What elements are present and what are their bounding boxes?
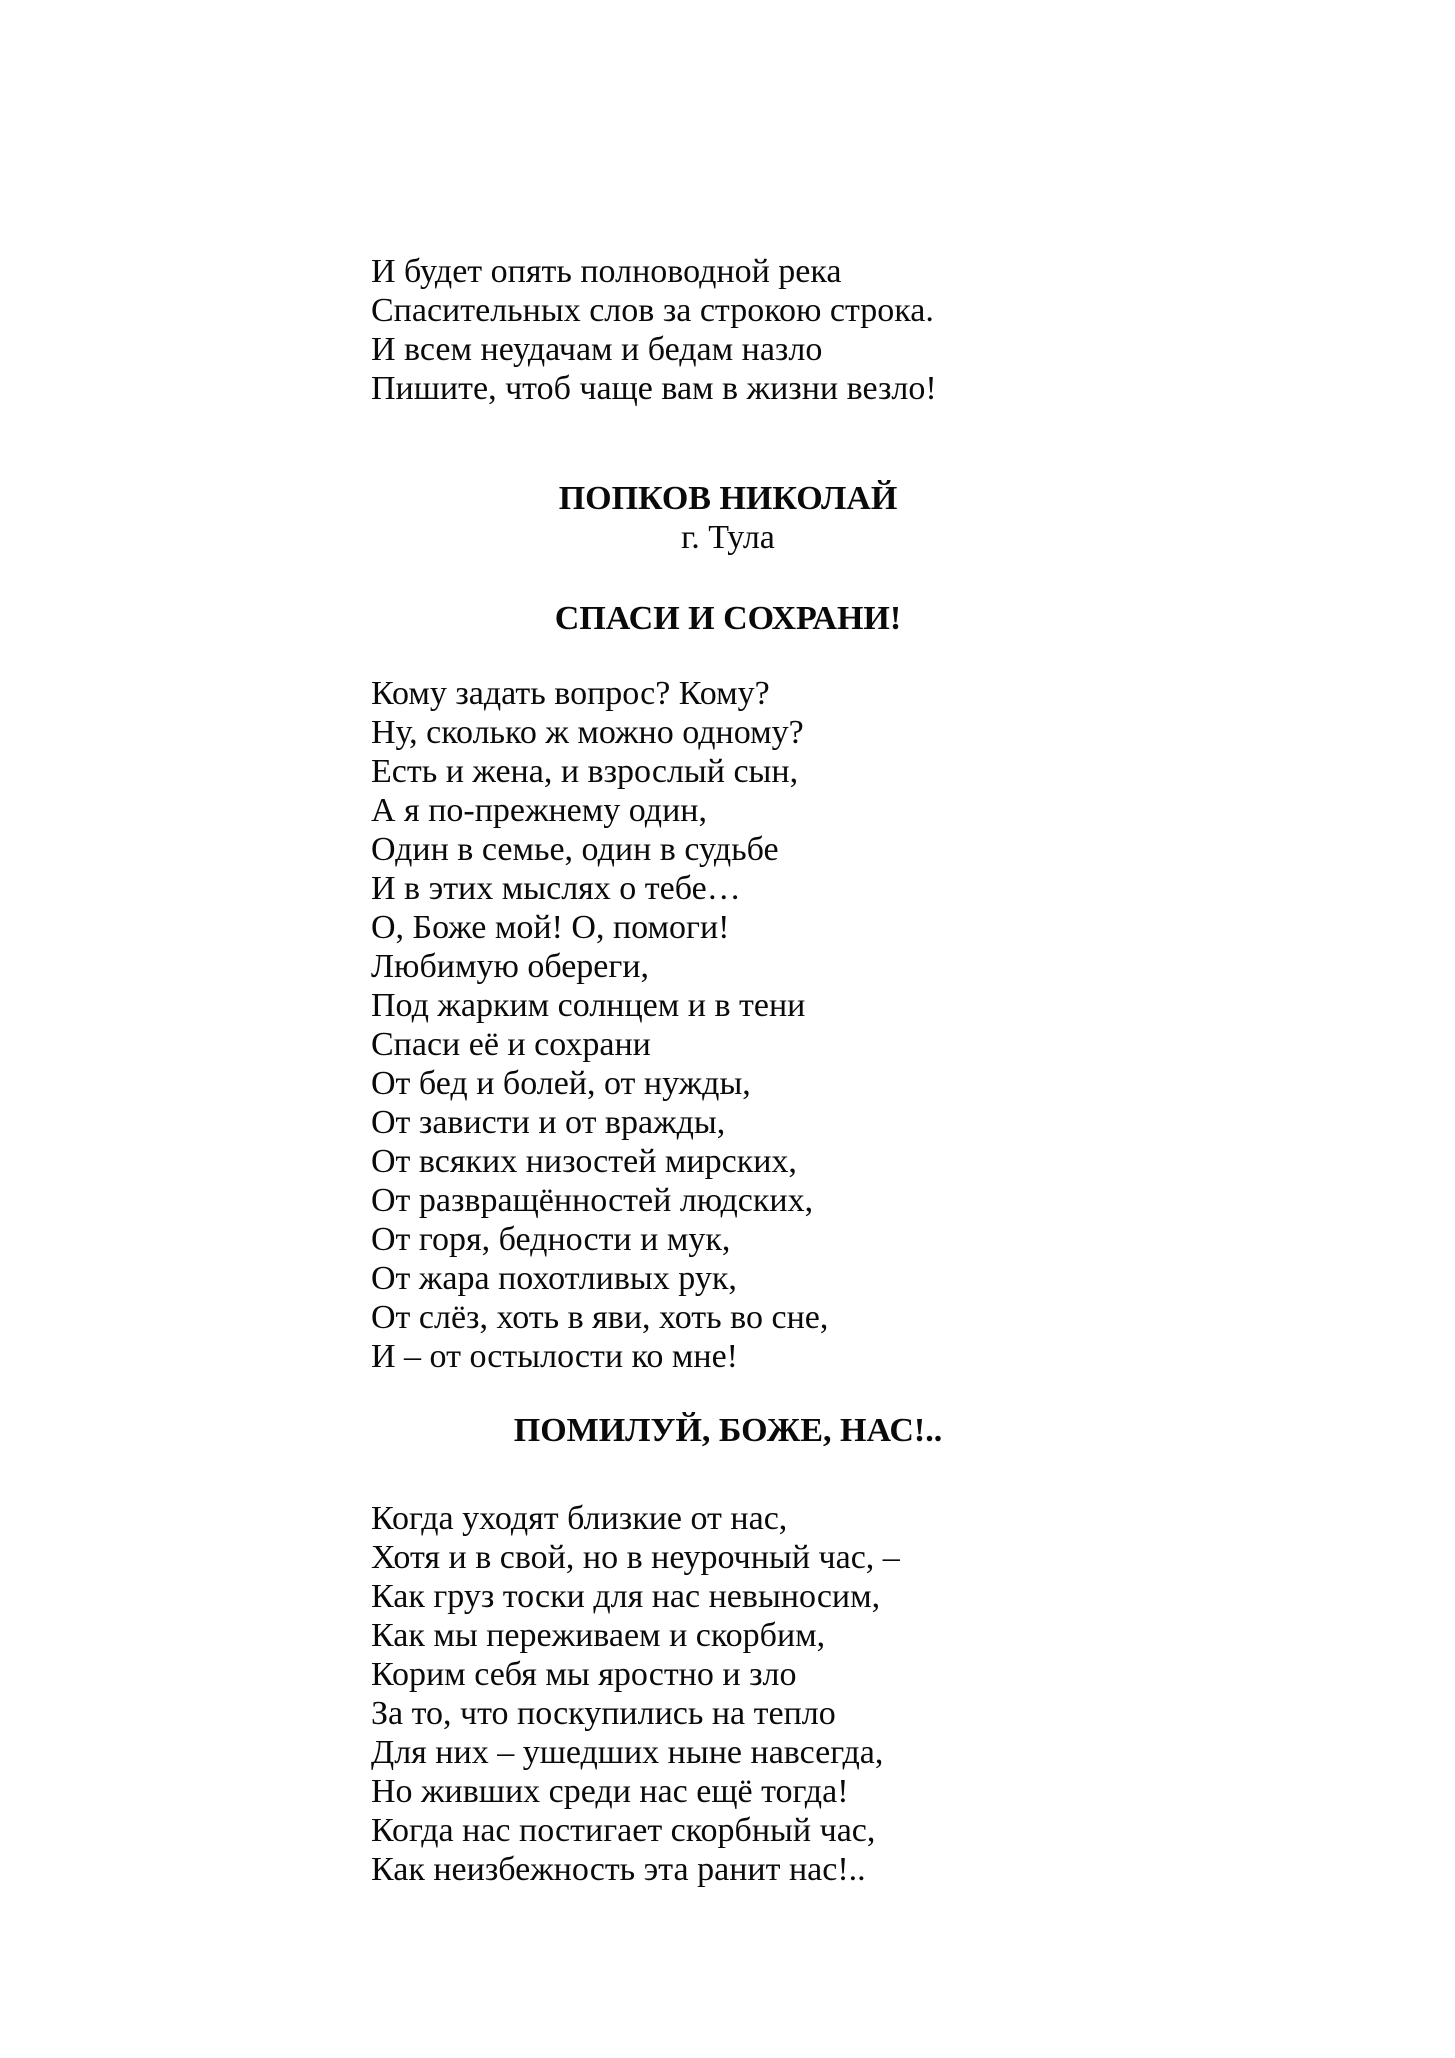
- poem-line: Спасительных слов за строкою строка.: [371, 292, 934, 329]
- poem-line: Под жарким солнцем и в тени: [371, 987, 806, 1024]
- author-location: г. Тула: [681, 519, 775, 556]
- poem-body: [371, 674, 1085, 1376]
- poem-line: И будет опять полноводной река: [371, 253, 842, 290]
- poem-line: Как мы переживаем и скорбим,: [371, 1617, 826, 1654]
- poem-line: Когда нас постигает скорбный час,: [371, 1812, 876, 1849]
- poem-line: От жара похотливых рук,: [371, 1260, 737, 1297]
- poem-line: От развращённостей людских,: [371, 1182, 814, 1219]
- poem-line: Корим себя мы яростно и зло: [371, 1656, 797, 1693]
- text-column: [371, 252, 1085, 1889]
- poem-line: От бед и болей, от нужды,: [371, 1065, 751, 1102]
- poem-line: И в этих мыслях о тебе…: [371, 870, 741, 907]
- poem-line: Хотя и в свой, но в неурочный час, –: [371, 1539, 900, 1576]
- poem-line: Но живших среди нас ещё тогда!: [371, 1773, 849, 1810]
- poem-line: От всяких низостей мирских,: [371, 1143, 797, 1180]
- poem-line: За то, что поскупились на тепло: [371, 1695, 836, 1732]
- poem-line: Для них – ушедших ныне навсегда,: [371, 1734, 884, 1771]
- poem-line: Есть и жена, и взрослый сын,: [371, 753, 799, 790]
- poem-line: Ну, сколько ж можно одному?: [371, 714, 804, 751]
- poem-line: От слёз, хоть в яви, хоть во сне,: [371, 1299, 829, 1336]
- poem-title: ПОМИЛУЙ, БОЖЕ, НАС!..: [513, 1412, 943, 1449]
- poem-body: [371, 1499, 1085, 1889]
- poem-line: Когда уходят близкие от нас,: [371, 1500, 788, 1537]
- intro-stanza: [371, 252, 1085, 408]
- poem-line: А я по-прежнему один,: [371, 792, 707, 829]
- author-name: ПОПКОВ НИКОЛАЙ: [558, 480, 898, 517]
- poem-title: СПАСИ И СОХРАНИ!: [554, 600, 902, 637]
- poem-line: Пишите, чтоб чаще вам в жизни везло!: [371, 370, 937, 407]
- poem-line: Как груз тоски для нас невыносим,: [371, 1578, 881, 1615]
- poem-line: От горя, бедности и мук,: [371, 1221, 731, 1258]
- poem-line: Один в семье, один в судьбе: [371, 831, 779, 868]
- poem-line: Кому задать вопрос? Кому?: [371, 675, 770, 712]
- poem-line: О, Боже мой! О, помоги!: [371, 909, 730, 946]
- poem-line: Любимую обереги,: [371, 948, 650, 985]
- poem-line: И – от остылости ко мне!: [371, 1338, 738, 1375]
- poem-line: Как неизбежность эта ранит нас!..: [371, 1851, 866, 1888]
- poem-line: Спаси её и сохрани: [371, 1026, 651, 1063]
- poem-line: И всем неудачам и бедам назло: [371, 331, 823, 368]
- poem-line: От зависти и от вражды,: [371, 1104, 726, 1141]
